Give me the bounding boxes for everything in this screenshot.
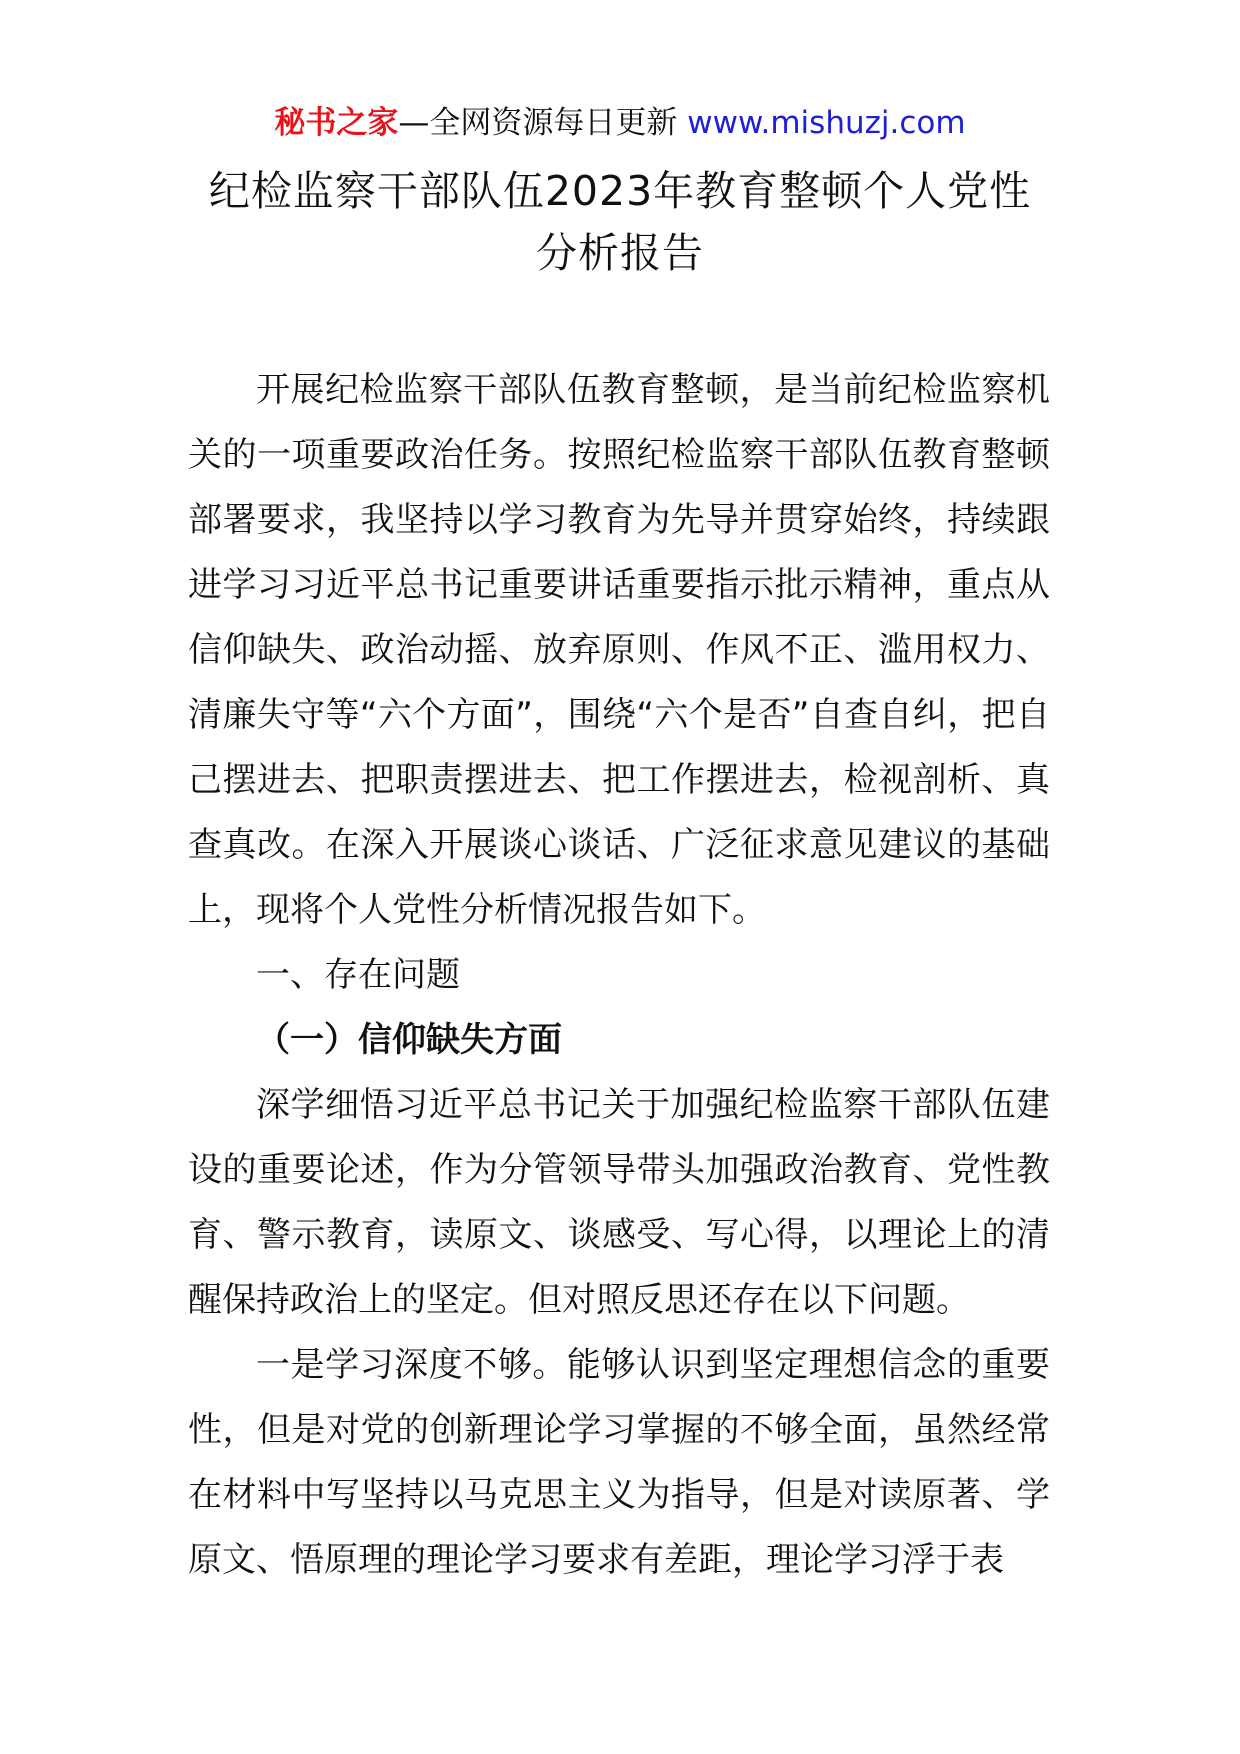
watermark-header [0, 100, 1240, 146]
point-paragraph: 一是学习深度不够。能够认识到坚定理想信念的重要性，但是对党的创新理论学习掌握的不够全面，虽然经常在材料中写坚持以马克思主义为指导，但是对读原著、学原文、悟原理的理论学习要求有差距，理论学习浮于表 [188, 1345, 1050, 1580]
title-line-2: 分析报告 [536, 229, 704, 277]
document-title [0, 160, 1240, 284]
section-heading: 一、存在问题 [256, 955, 460, 995]
brand-name: 秘书之家 [274, 105, 399, 141]
subsection-paragraph: 深学细悟习近平总书记关于加强纪检监察干部队伍建设的重要论述，作为分管领导带头加强政治教育、党性教育、警示教育，读原文、谈感受、写心得，以理论上的清醒保持政治上的坚定。但对照反思还存在以下问题。 [188, 1085, 1050, 1320]
title-line-1: 纪检监察干部队伍2023年教育整顿个人党性 [208, 167, 1032, 215]
subsection-heading: （一）信仰缺失方面 [256, 1020, 562, 1060]
intro-paragraph: 开展纪检监察干部队伍教育整顿，是当前纪检监察机关的一项重要政治任务。按照纪检监察干部队伍教育整顿部署要求，我坚持以学习教育为先导并贯穿始终，持续跟进学习习近平总书记重要讲话重要指示批示精神，重点从信仰缺失、政治动摇、放弃原则、作风不正、滥用权力、清廉失守等“六个方面”，围绕“六个是否”自查自纠，把自己摆进去、把职责摆进去、把工作摆进去，检视剖析、真查真改。在深入开展谈心谈话、广泛征求意见建议的基础上，现将个人党性分析情况报告如下。 [188, 370, 1050, 930]
document-body [188, 358, 1050, 1593]
site-url-link[interactable]: www.mishuzj.com [687, 105, 966, 141]
header-tagline: —全网资源每日更新 [398, 105, 678, 141]
